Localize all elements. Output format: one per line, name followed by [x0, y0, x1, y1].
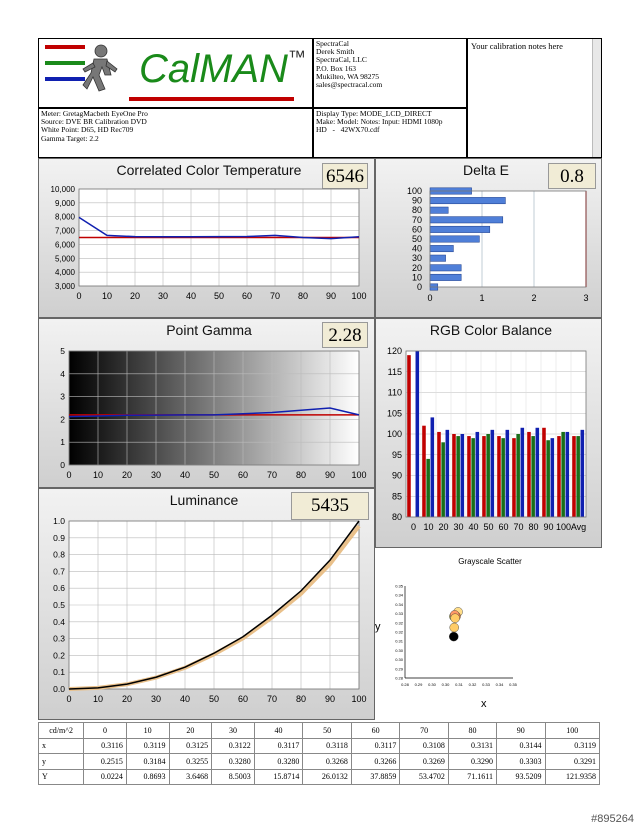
table-cell: 0.3117 — [351, 738, 400, 754]
table-cell: Y — [39, 769, 84, 785]
y-tick-label: 6,000 — [54, 240, 75, 250]
rgb-bar — [557, 436, 561, 517]
scatter-xlabel: x — [481, 698, 487, 710]
y-tick-label: 100 — [386, 429, 402, 439]
company-line: Mukilteo, WA 98275 — [316, 71, 379, 81]
x-tick-label: 2 — [531, 293, 537, 303]
x-tick-label: 100 — [351, 694, 367, 704]
rgb-bar — [581, 430, 585, 517]
y-tick-label: 110 — [387, 387, 402, 398]
scatter-chart — [375, 548, 602, 720]
y-tick-label: 4 — [60, 368, 65, 379]
y-tick-label: 30 — [411, 253, 422, 264]
x-tick-label: 80 — [295, 470, 307, 480]
gamma-value: 2.28 — [322, 322, 368, 348]
y-tick-label: 0.31 — [395, 638, 403, 644]
table-cell: 121.9358 — [545, 769, 599, 785]
table-cell: 0.3117 — [254, 738, 303, 754]
deltae-panel — [375, 158, 602, 318]
rgb-bar — [486, 434, 490, 517]
rgb-bar — [431, 417, 435, 517]
x-tick-label: Avg — [570, 522, 587, 532]
meter-line: Gamma Target: 2.2 — [41, 133, 99, 143]
table-cell: 71.1611 — [448, 769, 496, 785]
cct-title: Correlated Color Temperature — [116, 162, 302, 178]
rgb-bar — [497, 436, 501, 517]
rgb-bar — [407, 355, 411, 517]
display-box — [313, 108, 467, 158]
rgb-bar — [576, 436, 580, 517]
table-header-cell: 80 — [448, 723, 496, 739]
x-tick-label: 20 — [121, 694, 133, 704]
y-tick-label: 0.35 — [395, 583, 403, 589]
y-tick-label: 115 — [387, 366, 402, 377]
y-tick-label: 9,000 — [54, 198, 75, 208]
table-cell: 0.3255 — [169, 754, 212, 770]
x-tick-label: 1 — [479, 293, 485, 303]
table-cell: 0.3144 — [497, 738, 546, 754]
x-tick-label: 80 — [297, 291, 309, 301]
table-cell: 15.8714 — [254, 769, 303, 785]
deltae-bar — [430, 197, 505, 203]
rgb-title: RGB Color Balance — [429, 322, 553, 338]
logo-text-span: CalMAN — [139, 47, 288, 91]
lum-value: 5435 — [291, 492, 369, 520]
cct-chart — [39, 159, 376, 319]
company-box — [313, 38, 467, 108]
company-line: P.O. Box 163 — [316, 63, 357, 73]
x-tick-label: 10 — [101, 291, 113, 301]
cct-value: 6546 — [322, 163, 368, 189]
table-cell: 0.3184 — [126, 754, 169, 770]
y-tick-label: 8,000 — [54, 212, 75, 222]
deltae-bar — [430, 274, 461, 280]
x-tick-label: 70 — [266, 694, 278, 704]
table-cell: 0.2515 — [84, 754, 127, 770]
display-line: HD - 42WX70.cdf — [316, 125, 380, 135]
table-header-cell: 60 — [351, 723, 400, 739]
table-cell: 3.6468 — [169, 769, 212, 785]
y-tick-label: 0.4 — [53, 616, 65, 627]
table-cell: 0.0224 — [84, 769, 127, 785]
y-tick-label: 90 — [411, 195, 422, 206]
x-tick-label: 90 — [543, 522, 554, 532]
rgb-bar — [527, 432, 531, 517]
x-tick-label: 90 — [324, 694, 336, 704]
gamma-title: Point Gamma — [166, 322, 252, 338]
lum-title: Luminance — [169, 492, 239, 508]
y-tick-label: 120 — [386, 346, 402, 356]
logo-text — [139, 47, 306, 92]
x-tick-label: 30 — [157, 291, 169, 301]
table-cell: 0.3108 — [400, 738, 449, 754]
x-tick-label: 0.30 — [441, 682, 450, 687]
table-cell: 0.3125 — [169, 738, 212, 754]
y-tick-label: 0.28 — [395, 675, 403, 681]
y-tick-label: 0.9 — [53, 532, 65, 543]
table-header-cell: 0 — [84, 723, 127, 739]
deltae-bar — [430, 217, 503, 223]
table-cell: 0.3269 — [400, 754, 449, 770]
table-cell: 0.3119 — [126, 738, 169, 754]
table-cell: 0.3268 — [303, 754, 352, 770]
x-tick-label: 40 — [468, 522, 479, 532]
x-tick-label: 60 — [237, 470, 249, 480]
x-tick-label: 0.30 — [428, 682, 436, 687]
y-tick-label: 5 — [60, 346, 65, 356]
y-tick-label: 0.5 — [53, 600, 65, 610]
table-header-cell: 50 — [303, 723, 352, 739]
deltae-title: Delta E — [463, 162, 509, 178]
rgb-bar — [446, 430, 450, 517]
y-tick-label: 3,000 — [54, 282, 75, 291]
y-tick-label: 105 — [386, 408, 402, 419]
rgb-bar — [452, 434, 456, 517]
x-tick-label: 100 — [351, 291, 367, 301]
table-cell: x — [39, 738, 84, 754]
rgb-bar — [501, 438, 505, 517]
y-tick-label: 0.3 — [53, 633, 65, 644]
y-tick-label: 0.2 — [53, 650, 65, 661]
x-tick-label: 70 — [266, 470, 278, 480]
table-cell: 0.3122 — [212, 738, 255, 754]
scatter-ylabel: y — [375, 621, 381, 633]
y-tick-label: 70 — [411, 214, 422, 225]
rgb-bar — [471, 438, 475, 517]
x-tick-label: 3 — [583, 293, 589, 303]
table-row — [39, 738, 600, 754]
company-line: sales@spectracal.com — [316, 80, 383, 90]
y-tick-label: 2 — [60, 414, 65, 425]
y-tick-label: 10,000 — [50, 185, 75, 194]
rgb-bar — [476, 432, 480, 517]
gamma-chart — [39, 319, 376, 489]
notes-box[interactable] — [467, 38, 602, 158]
y-tick-label: 80 — [391, 512, 402, 522]
y-tick-label: 10 — [411, 272, 422, 283]
company-line: SpectraCal, LLC — [316, 55, 367, 65]
x-tick-label: 70 — [513, 522, 524, 532]
table-row — [39, 769, 600, 785]
rgb-bar — [561, 432, 565, 517]
rgb-bar — [536, 428, 540, 517]
x-tick-label: 20 — [438, 522, 449, 532]
running-man-icon — [83, 45, 117, 91]
x-tick-label: 40 — [185, 291, 197, 301]
display-line: Make: Model: Notes: Input: HDMI 1080p — [316, 117, 443, 127]
rgb-bar — [521, 428, 525, 517]
y-tick-label: 0.6 — [53, 583, 65, 594]
x-tick-label: 0.31 — [455, 682, 463, 687]
x-tick-label: 100 — [555, 522, 572, 532]
y-tick-label: 90 — [391, 470, 402, 481]
x-tick-label: 50 — [208, 694, 220, 704]
x-tick-label: 60 — [237, 694, 249, 704]
rgb-bar — [506, 430, 510, 517]
table-header-cell: 90 — [497, 723, 546, 739]
x-tick-label: 90 — [325, 291, 337, 301]
x-tick-label: 0.32 — [468, 682, 477, 687]
y-tick-label: 4,000 — [54, 268, 75, 278]
y-tick-label: 80 — [411, 205, 422, 216]
x-tick-label: 20 — [121, 470, 133, 480]
y-tick-label: 0.1 — [53, 667, 65, 678]
x-tick-label: 60 — [498, 522, 509, 532]
y-tick-label: 0 — [60, 460, 65, 470]
y-tick-label: 1.0 — [53, 516, 65, 526]
x-tick-label: 40 — [179, 470, 191, 480]
table-header-cell: cd/m^2 — [39, 723, 84, 739]
x-tick-label: 40 — [179, 694, 191, 704]
rgb-bar — [426, 459, 430, 517]
lum-panel — [38, 488, 375, 720]
x-tick-label: 10 — [423, 522, 434, 532]
table-cell: 0.8693 — [126, 769, 169, 785]
y-tick-label: 0.32 — [395, 629, 403, 635]
data-table — [38, 722, 600, 785]
table-cell: 53.4702 — [400, 769, 449, 785]
y-tick-label: 0 — [416, 282, 422, 292]
x-tick-label: 50 — [213, 291, 225, 301]
y-tick-label: 0.34 — [395, 601, 403, 607]
table-cell: 8.5003 — [212, 769, 255, 785]
deltae-bar — [430, 226, 490, 232]
scatter-point — [451, 614, 460, 623]
meter-line: Meter: GretagMacbeth EyeOne Pro — [41, 109, 148, 118]
x-tick-label: 0.29 — [414, 682, 423, 687]
y-tick-label: 0.0 — [53, 684, 65, 694]
watermark: #895264 — [591, 813, 634, 825]
table-row — [39, 754, 600, 770]
table-cell: y — [39, 754, 84, 770]
x-tick-label: 50 — [483, 522, 494, 532]
rgb-bar — [456, 436, 460, 517]
scatter-title: Grayscale Scatter — [458, 557, 522, 566]
scatter-point — [450, 623, 459, 632]
table-cell: 93.5209 — [497, 769, 546, 785]
table-header-cell: 70 — [400, 723, 449, 739]
deltae-bar — [430, 265, 461, 271]
company-line: SpectraCal — [316, 39, 349, 48]
rgb-bar — [551, 438, 555, 517]
x-tick-label: 90 — [324, 470, 336, 480]
cct-panel — [38, 158, 375, 318]
x-tick-label: 0 — [427, 293, 433, 303]
rgb-bar — [482, 436, 486, 517]
y-tick-label: 50 — [411, 234, 422, 244]
table-cell: 26.0132 — [303, 769, 352, 785]
logo-tm: ™ — [287, 47, 306, 67]
table-cell: 0.3118 — [303, 738, 352, 754]
x-tick-label: 0.35 — [509, 682, 517, 687]
rgb-chart — [376, 319, 603, 549]
rgb-bar — [491, 430, 495, 517]
x-tick-label: 100 — [351, 470, 367, 480]
x-tick-label: 0 — [410, 522, 417, 532]
meter-box — [38, 108, 313, 158]
x-tick-label: 10 — [92, 694, 104, 704]
rgb-bar — [422, 426, 426, 517]
y-tick-label: 0.30 — [395, 647, 403, 653]
y-tick-label: 60 — [411, 224, 422, 235]
notes-scrollbar[interactable] — [592, 39, 601, 157]
table-header-cell: 20 — [169, 723, 212, 739]
lum-chart — [39, 489, 376, 721]
x-tick-label: 50 — [208, 470, 220, 480]
y-tick-label: 100 — [406, 186, 422, 196]
x-tick-label: 0.34 — [495, 682, 504, 687]
x-tick-label: 0 — [66, 694, 72, 704]
scatter-area — [375, 548, 602, 720]
y-tick-label: 3 — [60, 391, 65, 402]
rgb-bar — [572, 436, 576, 517]
deltae-chart — [376, 159, 603, 319]
y-tick-label: 0.7 — [53, 566, 65, 577]
y-tick-label: 5,000 — [54, 254, 75, 264]
rgb-panel — [375, 318, 602, 548]
y-tick-label: 0.8 — [53, 549, 65, 560]
meter-line: White Point: D65, HD Rec709 — [41, 125, 134, 135]
table-cell: 0.3303 — [497, 754, 546, 770]
x-tick-label: 80 — [528, 522, 539, 532]
table-cell: 0.3119 — [545, 738, 599, 754]
y-tick-label: 0.29 — [395, 666, 403, 672]
table-cell: 0.3131 — [448, 738, 496, 754]
y-tick-label: 0.32 — [395, 620, 403, 626]
gamma-panel — [38, 318, 375, 488]
table-header-cell: 10 — [126, 723, 169, 739]
y-tick-label: 40 — [411, 243, 422, 254]
logo-box — [38, 38, 313, 108]
table-cell: 0.3291 — [545, 754, 599, 770]
y-tick-label: 95 — [391, 449, 402, 460]
table-header-row — [39, 723, 600, 739]
y-tick-label: 7,000 — [54, 226, 75, 236]
table-cell: 0.3280 — [254, 754, 303, 770]
y-tick-label: 1 — [60, 437, 65, 448]
table-header-cell: 40 — [254, 723, 303, 739]
deltae-bar — [430, 245, 453, 251]
x-tick-label: 0.28 — [401, 682, 409, 687]
table-header-cell: 30 — [212, 723, 255, 739]
x-tick-label: 30 — [453, 522, 464, 532]
deltae-value: 0.8 — [548, 163, 596, 189]
y-tick-label: 85 — [391, 491, 402, 502]
rgb-bar — [516, 434, 520, 517]
rgb-bar — [531, 436, 535, 517]
x-tick-label: 70 — [269, 291, 281, 301]
x-tick-label: 0.33 — [482, 682, 490, 687]
rgb-bar — [467, 436, 471, 517]
scatter-point — [449, 632, 458, 641]
rgb-bar — [461, 434, 465, 517]
x-tick-label: 0 — [66, 470, 72, 480]
x-tick-label: 60 — [241, 291, 253, 301]
table-cell: 0.3290 — [448, 754, 496, 770]
y-tick-label: 0.34 — [395, 592, 403, 598]
deltae-bar — [430, 207, 448, 213]
rgb-bar — [546, 440, 550, 517]
meter-line: Source: DVE BR Calibration DVD — [41, 117, 147, 127]
x-tick-label: 10 — [92, 470, 104, 480]
x-tick-label: 30 — [150, 694, 162, 704]
deltae-bar — [430, 255, 446, 261]
table-cell: 0.3116 — [84, 738, 127, 754]
table-cell: 37.8859 — [351, 769, 400, 785]
company-line: Derek Smith — [316, 47, 355, 57]
table-header-cell: 100 — [545, 723, 599, 739]
x-tick-label: 80 — [295, 694, 307, 704]
x-tick-label: 20 — [129, 291, 141, 301]
notes-text: Your calibration notes here — [471, 41, 563, 51]
rgb-bar — [437, 432, 441, 517]
y-tick-label: 0.33 — [395, 611, 403, 617]
x-tick-label: 30 — [150, 470, 162, 480]
y-tick-label: 0.30 — [395, 657, 403, 663]
rgb-bar — [512, 438, 516, 517]
rgb-bar — [542, 428, 546, 517]
table-cell: 0.3280 — [212, 754, 255, 770]
table-cell: 0.3266 — [351, 754, 400, 770]
rgb-bar — [566, 432, 570, 517]
rgb-bar — [441, 442, 445, 517]
display-line: Display Type: MODE_LCD_DIRECT — [316, 109, 432, 118]
deltae-bar — [430, 236, 479, 242]
rgb-bar — [416, 351, 420, 517]
x-tick-label: 0 — [76, 291, 82, 301]
y-tick-label: 20 — [411, 262, 422, 273]
